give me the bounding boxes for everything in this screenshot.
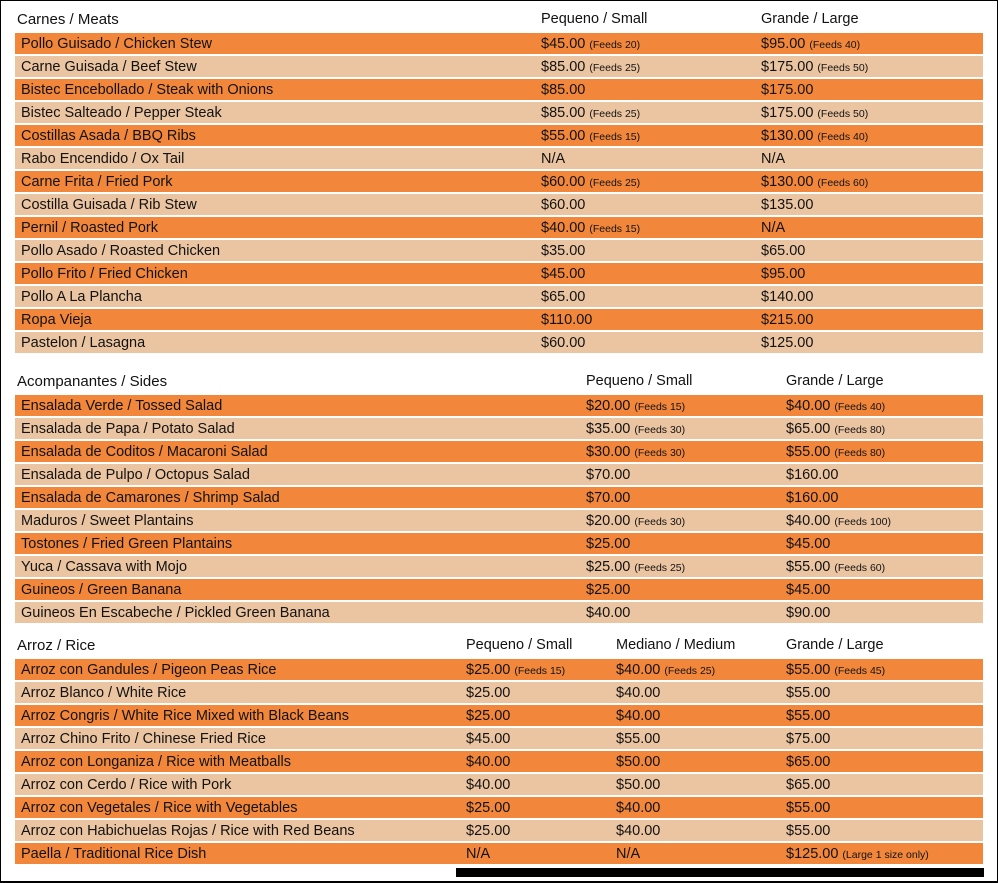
- item-name: Bistec Salteado / Pepper Steak: [21, 104, 222, 121]
- menu-item-row: [15, 332, 983, 353]
- item-price: [541, 151, 761, 167]
- menu-item-row: [15, 533, 983, 554]
- price-amount: $215.00: [761, 311, 814, 328]
- price-amount: $130.00: [761, 127, 814, 144]
- price-note: (Feeds 100): [834, 515, 891, 528]
- price-note: (Feeds 15): [589, 130, 641, 143]
- item-price: [466, 846, 616, 862]
- menu-item-row: [15, 148, 983, 169]
- menu-item-row: [15, 728, 983, 749]
- item-name: Pastelon / Lasagna: [21, 334, 146, 351]
- price-amount: $25.00: [466, 822, 511, 839]
- price-note: (Feeds 15): [634, 400, 686, 413]
- menu-item-row: [15, 579, 983, 600]
- item-price: [761, 335, 983, 351]
- item-price: [541, 312, 761, 328]
- item-name: Arroz con Gandules / Pigeon Peas Rice: [21, 661, 277, 678]
- item-price: [761, 128, 983, 144]
- price-amount: $55.00: [786, 443, 831, 460]
- price-amount: $45.00: [466, 730, 511, 747]
- item-price: [616, 823, 786, 839]
- item-price: [786, 823, 983, 839]
- item-price: [466, 685, 616, 701]
- price-amount: $60.00: [541, 173, 586, 190]
- menu-section-2: [15, 633, 983, 864]
- price-amount: $85.00: [541, 81, 586, 98]
- price-amount: $55.00: [786, 707, 831, 724]
- menu-section-1: [15, 369, 983, 623]
- item-price: [786, 800, 983, 816]
- item-price: [616, 754, 786, 770]
- price-amount: $60.00: [541, 334, 586, 351]
- menu-item-row: [15, 309, 983, 330]
- price-note: (Feeds 30): [634, 446, 686, 459]
- price-note: (Feeds 20): [589, 38, 641, 51]
- item-name: Arroz con Cerdo / Rice with Pork: [21, 776, 232, 793]
- item-price: [541, 335, 761, 351]
- price-note: (Feeds 50): [817, 61, 869, 74]
- price-amount: $160.00: [786, 466, 839, 483]
- price-amount: $50.00: [616, 776, 661, 793]
- price-amount: $135.00: [761, 196, 814, 213]
- item-price: [586, 605, 786, 621]
- price-amount: $130.00: [761, 173, 814, 190]
- item-price: [786, 536, 983, 552]
- price-amount: $175.00: [761, 58, 814, 75]
- item-price: [586, 559, 786, 575]
- item-name: Pernil / Roasted Pork: [21, 219, 159, 236]
- item-name: Carne Guisada / Beef Stew: [21, 58, 197, 75]
- price-note: (Feeds 25): [589, 176, 641, 189]
- price-note: (Feeds 40): [809, 38, 861, 51]
- item-name: Pollo Guisado / Chicken Stew: [21, 35, 213, 52]
- item-name: Ensalada de Pulpo / Octopus Salad: [21, 466, 250, 483]
- item-price: [466, 800, 616, 816]
- item-price: [761, 243, 983, 259]
- section-title: Acompanantes / Sides: [17, 372, 168, 390]
- item-price: [616, 708, 786, 724]
- price-amount: $40.00: [616, 822, 661, 839]
- item-price: [466, 754, 616, 770]
- price-note: (Feeds 30): [634, 423, 686, 436]
- item-price: [466, 823, 616, 839]
- price-note: (Feeds 30): [634, 515, 686, 528]
- menu-item-row: [15, 217, 983, 238]
- price-amount: $40.00: [541, 219, 586, 236]
- item-price: [541, 220, 761, 236]
- item-name: Paella / Traditional Rice Dish: [21, 845, 207, 862]
- price-amount: $40.00: [616, 799, 661, 816]
- price-amount: $50.00: [616, 753, 661, 770]
- item-price: [586, 536, 786, 552]
- menu-item-row: [15, 263, 983, 284]
- item-price: [586, 398, 786, 414]
- price-amount: $40.00: [616, 661, 661, 678]
- price-note: (Feeds 15): [589, 222, 641, 235]
- menu-item-row: [15, 682, 983, 703]
- price-amount: $40.00: [466, 776, 511, 793]
- item-price: [616, 846, 786, 862]
- price-note: (Feeds 60): [834, 561, 886, 574]
- price-amount: $175.00: [761, 81, 814, 98]
- item-price: [786, 582, 983, 598]
- price-amount: $40.00: [466, 753, 511, 770]
- column-header: Pequeno / Small: [541, 11, 648, 27]
- menu-item-row: [15, 194, 983, 215]
- item-name: Ensalada Verde / Tossed Salad: [21, 397, 223, 414]
- menu-item-row: [15, 751, 983, 772]
- item-price: [761, 266, 983, 282]
- menu-item-row: [15, 441, 983, 462]
- column-header: Grande / Large: [761, 11, 859, 27]
- item-price: [541, 128, 761, 144]
- menu-item-row: [15, 464, 983, 485]
- price-amount: $25.00: [586, 558, 631, 575]
- item-name: Pollo Asado / Roasted Chicken: [21, 242, 221, 259]
- price-amount: $25.00: [586, 535, 631, 552]
- item-price: [541, 105, 761, 121]
- menu-item-row: [15, 125, 983, 146]
- price-amount: $25.00: [466, 707, 511, 724]
- menu-item-row: [15, 418, 983, 439]
- menu-item-row: [15, 820, 983, 841]
- menu-item-row: [15, 487, 983, 508]
- item-price: [786, 777, 983, 793]
- item-name: Costilla Guisada / Rib Stew: [21, 196, 197, 213]
- price-amount: $65.00: [786, 776, 831, 793]
- section-title: Arroz / Rice: [17, 636, 96, 654]
- item-price: [786, 731, 983, 747]
- price-amount: $65.00: [786, 420, 831, 437]
- price-amount: $35.00: [586, 420, 631, 437]
- price-amount: N/A: [616, 845, 641, 862]
- menu-item-row: [15, 286, 983, 307]
- menu-item-row: [15, 843, 983, 864]
- item-name: Guineos / Green Banana: [21, 581, 182, 598]
- section-header-row: [15, 7, 983, 31]
- item-name: Ropa Vieja: [21, 311, 92, 328]
- price-amount: $125.00: [761, 334, 814, 351]
- item-name: Maduros / Sweet Plantains: [21, 512, 194, 529]
- item-price: [586, 467, 786, 483]
- item-price: [541, 59, 761, 75]
- price-amount: $125.00: [786, 845, 839, 862]
- column-header: Grande / Large: [786, 373, 884, 389]
- item-price: [541, 82, 761, 98]
- price-amount: $85.00: [541, 58, 586, 75]
- price-amount: $45.00: [541, 265, 586, 282]
- item-name: Arroz Congris / White Rice Mixed with Black Beans: [21, 707, 349, 724]
- price-note: (Feeds 25): [589, 107, 641, 120]
- menu-item-row: [15, 556, 983, 577]
- menu-item-row: [15, 56, 983, 77]
- item-name: Guineos En Escabeche / Pickled Green Banana: [21, 604, 330, 621]
- price-amount: $65.00: [761, 242, 806, 259]
- item-price: [786, 662, 983, 678]
- item-name: Arroz con Longaniza / Rice with Meatballs: [21, 753, 291, 770]
- item-price: [786, 421, 983, 437]
- item-price: [761, 197, 983, 213]
- price-note: (Feeds 50): [817, 107, 869, 120]
- item-name: Arroz Blanco / White Rice: [21, 684, 187, 701]
- item-price: [786, 605, 983, 621]
- menu-section-0: [15, 7, 983, 353]
- price-amount: $55.00: [786, 822, 831, 839]
- item-price: [541, 266, 761, 282]
- item-name: Arroz con Vegetales / Rice with Vegetables: [21, 799, 298, 816]
- price-amount: $30.00: [586, 443, 631, 460]
- item-price: [466, 777, 616, 793]
- item-price: [616, 777, 786, 793]
- price-amount: $55.00: [541, 127, 586, 144]
- price-amount: $90.00: [786, 604, 831, 621]
- item-name: Ensalada de Coditos / Macaroni Salad: [21, 443, 268, 460]
- price-amount: $85.00: [541, 104, 586, 121]
- price-amount: $55.00: [786, 558, 831, 575]
- menu-item-row: [15, 705, 983, 726]
- menu-item-row: [15, 602, 983, 623]
- item-price: [761, 59, 983, 75]
- price-amount: $40.00: [616, 707, 661, 724]
- column-header: Grande / Large: [786, 637, 884, 653]
- price-note: (Feeds 25): [664, 664, 716, 677]
- section-title: Carnes / Meats: [17, 10, 119, 28]
- price-amount: $70.00: [586, 489, 631, 506]
- price-amount: N/A: [761, 219, 786, 236]
- item-price: [786, 559, 983, 575]
- price-note: (Feeds 40): [834, 400, 886, 413]
- item-price: [541, 289, 761, 305]
- item-price: [761, 82, 983, 98]
- item-price: [761, 220, 983, 236]
- item-price: [761, 36, 983, 52]
- item-price: [586, 490, 786, 506]
- item-price: [616, 800, 786, 816]
- price-amount: $35.00: [541, 242, 586, 259]
- price-amount: $40.00: [786, 512, 831, 529]
- column-header: Mediano / Medium: [616, 637, 736, 653]
- price-amount: $70.00: [586, 466, 631, 483]
- column-header: Pequeno / Small: [586, 373, 693, 389]
- item-price: [466, 708, 616, 724]
- item-price: [761, 105, 983, 121]
- menu-sections: [1, 7, 997, 864]
- price-amount: $55.00: [786, 799, 831, 816]
- item-price: [541, 36, 761, 52]
- item-name: Pollo Frito / Fried Chicken: [21, 265, 188, 282]
- price-note: (Feeds 40): [817, 130, 869, 143]
- menu-item-row: [15, 79, 983, 100]
- item-price: [616, 685, 786, 701]
- price-note: (Feeds 80): [834, 446, 886, 459]
- price-amount: $25.00: [466, 799, 511, 816]
- price-note: (Feeds 60): [817, 176, 869, 189]
- menu-item-row: [15, 774, 983, 795]
- item-price: [786, 444, 983, 460]
- item-price: [786, 708, 983, 724]
- item-price: [786, 513, 983, 529]
- price-amount: N/A: [541, 150, 566, 167]
- item-name: Yuca / Cassava with Mojo: [21, 558, 188, 575]
- item-name: Pollo A La Plancha: [21, 288, 142, 305]
- price-note: (Feeds 25): [589, 61, 641, 74]
- item-price: [541, 243, 761, 259]
- bottom-divider-bar: [456, 868, 984, 877]
- item-name: Arroz con Habichuelas Rojas / Rice with Red Beans: [21, 822, 355, 839]
- item-price: [761, 312, 983, 328]
- item-price: [786, 490, 983, 506]
- price-amount: $20.00: [586, 397, 631, 414]
- menu-item-row: [15, 171, 983, 192]
- item-name: Ensalada de Camarones / Shrimp Salad: [21, 489, 280, 506]
- price-amount: $140.00: [761, 288, 814, 305]
- price-amount: $160.00: [786, 489, 839, 506]
- item-name: Arroz Chino Frito / Chinese Fried Rice: [21, 730, 266, 747]
- item-price: [786, 846, 983, 862]
- menu-item-row: [15, 797, 983, 818]
- menu-item-row: [15, 395, 983, 416]
- item-price: [616, 731, 786, 747]
- price-note: (Feeds 15): [514, 664, 566, 677]
- menu-item-row: [15, 510, 983, 531]
- price-note: (Feeds 45): [834, 664, 886, 677]
- price-amount: $25.00: [466, 661, 511, 678]
- price-amount: $65.00: [541, 288, 586, 305]
- section-header-row: [15, 633, 983, 657]
- price-note: (Feeds 25): [634, 561, 686, 574]
- item-name: Ensalada de Papa / Potato Salad: [21, 420, 235, 437]
- item-price: [586, 513, 786, 529]
- menu-item-row: [15, 240, 983, 261]
- item-name: Tostones / Fried Green Plantains: [21, 535, 233, 552]
- price-amount: $95.00: [761, 265, 806, 282]
- item-price: [586, 421, 786, 437]
- price-amount: $45.00: [786, 535, 831, 552]
- price-amount: $25.00: [466, 684, 511, 701]
- price-amount: $45.00: [541, 35, 586, 52]
- price-amount: $20.00: [586, 512, 631, 529]
- item-price: [786, 685, 983, 701]
- section-header-row: [15, 369, 983, 393]
- price-amount: $75.00: [786, 730, 831, 747]
- menu-item-row: [15, 102, 983, 123]
- price-amount: $65.00: [786, 753, 831, 770]
- item-name: Costillas Asada / BBQ Ribs: [21, 127, 196, 144]
- price-amount: $110.00: [541, 311, 593, 328]
- item-price: [786, 398, 983, 414]
- item-price: [541, 197, 761, 213]
- column-header: Pequeno / Small: [466, 637, 573, 653]
- item-name: Rabo Encendido / Ox Tail: [21, 150, 185, 167]
- price-amount: $175.00: [761, 104, 814, 121]
- price-amount: $25.00: [586, 581, 631, 598]
- item-price: [586, 444, 786, 460]
- price-note: (Feeds 80): [834, 423, 886, 436]
- price-amount: N/A: [466, 845, 491, 862]
- item-price: [761, 174, 983, 190]
- price-amount: $95.00: [761, 35, 806, 52]
- menu-item-row: [15, 33, 983, 54]
- menu-item-row: [15, 659, 983, 680]
- item-price: [761, 289, 983, 305]
- price-amount: $55.00: [616, 730, 661, 747]
- item-price: [466, 731, 616, 747]
- price-amount: N/A: [761, 150, 786, 167]
- price-note: (Large 1 size only): [842, 848, 929, 861]
- item-price: [786, 754, 983, 770]
- item-price: [466, 662, 616, 678]
- price-amount: $60.00: [541, 196, 586, 213]
- price-amount: $55.00: [786, 684, 831, 701]
- price-amount: $45.00: [786, 581, 831, 598]
- item-price: [616, 662, 786, 678]
- item-name: Carne Frita / Fried Pork: [21, 173, 173, 190]
- price-amount: $40.00: [586, 604, 631, 621]
- item-price: [761, 151, 983, 167]
- item-name: Bistec Encebollado / Steak with Onions: [21, 81, 274, 98]
- item-price: [786, 467, 983, 483]
- item-price: [586, 582, 786, 598]
- price-amount: $55.00: [786, 661, 831, 678]
- price-amount: $40.00: [786, 397, 831, 414]
- item-price: [541, 174, 761, 190]
- price-amount: $40.00: [616, 684, 661, 701]
